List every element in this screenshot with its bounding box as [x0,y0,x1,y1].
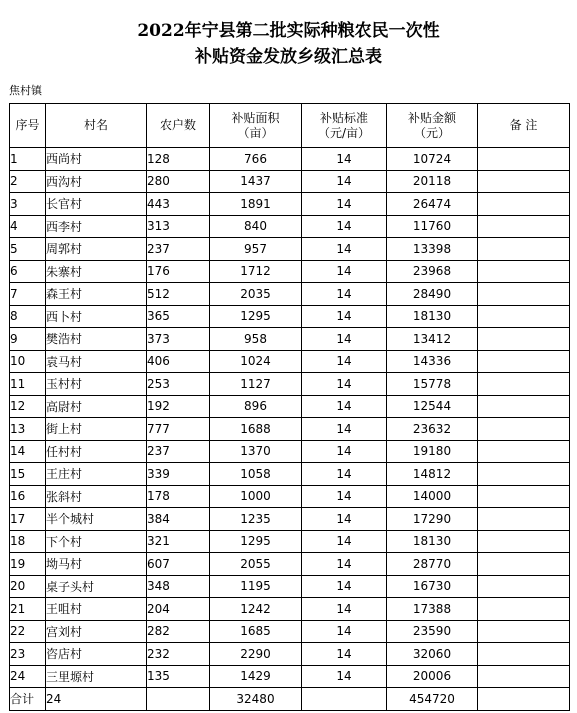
subsidy-summary-table [9,103,570,711]
table-row [10,373,570,396]
cell-subsidy-standard: 14 [302,260,387,283]
cell-subsidy-area: 957 [210,238,302,261]
cell-subsidy-standard: 14 [302,485,387,508]
cell-households: 237 [147,238,210,261]
cell-subsidy-amount: 18130 [387,530,478,553]
total-households: 24 [46,688,147,711]
cell-note [478,530,570,553]
cell-village-name: 咨店村 [46,643,147,666]
cell-no: 17 [10,508,46,531]
cell-village-name: 高尉村 [46,395,147,418]
cell-households: 178 [147,485,210,508]
table-row [10,575,570,598]
cell-note [478,643,570,666]
cell-subsidy-area: 1242 [210,598,302,621]
cell-village-name: 袁马村 [46,350,147,373]
cell-subsidy-amount: 14000 [387,485,478,508]
cell-village-name: 下个村 [46,530,147,553]
cell-households: 339 [147,463,210,486]
cell-no: 23 [10,643,46,666]
cell-households: 253 [147,373,210,396]
table-row [10,463,570,486]
cell-village-name: 朱寨村 [46,260,147,283]
total-row [10,688,570,711]
cell-village-name: 西卜村 [46,305,147,328]
cell-note [478,620,570,643]
cell-subsidy-area: 1295 [210,530,302,553]
header-village-name: 村名 [46,104,147,148]
total-amount: 454720 [387,688,478,711]
cell-no: 20 [10,575,46,598]
cell-subsidy-area: 1195 [210,575,302,598]
table-row [10,508,570,531]
cell-no: 3 [10,193,46,216]
cell-note [478,440,570,463]
cell-village-name: 西沟村 [46,170,147,193]
cell-subsidy-amount: 17388 [387,598,478,621]
header-no: 序号 [10,104,46,148]
cell-subsidy-area: 1370 [210,440,302,463]
document-title-line1: 2022年宁县第二批实际种粮农民一次性 [137,21,440,41]
cell-village-name: 王咀村 [46,598,147,621]
cell-village-name: 周郭村 [46,238,147,261]
total-label: 合计 [10,688,46,711]
cell-village-name: 宫刘村 [46,620,147,643]
table-row [10,665,570,688]
table-row [10,170,570,193]
cell-households: 204 [147,598,210,621]
cell-subsidy-area: 766 [210,148,302,171]
cell-subsidy-standard: 14 [302,328,387,351]
cell-note [478,598,570,621]
cell-subsidy-amount: 20006 [387,665,478,688]
cell-no: 6 [10,260,46,283]
cell-subsidy-standard: 14 [302,170,387,193]
table-row [10,193,570,216]
cell-subsidy-amount: 26474 [387,193,478,216]
cell-village-name: 坳马村 [46,553,147,576]
cell-subsidy-standard: 14 [302,305,387,328]
cell-households: 313 [147,215,210,238]
cell-subsidy-area: 1712 [210,260,302,283]
cell-subsidy-standard: 14 [302,148,387,171]
cell-subsidy-area: 1127 [210,373,302,396]
cell-no: 18 [10,530,46,553]
cell-subsidy-amount: 32060 [387,643,478,666]
cell-note [478,193,570,216]
cell-subsidy-amount: 11760 [387,215,478,238]
cell-village-name: 长官村 [46,193,147,216]
table-row [10,350,570,373]
cell-note [478,350,570,373]
table-row [10,440,570,463]
cell-subsidy-amount: 14336 [387,350,478,373]
cell-subsidy-amount: 18130 [387,305,478,328]
cell-households: 348 [147,575,210,598]
cell-note [478,463,570,486]
total-area: 32480 [210,688,302,711]
cell-subsidy-amount: 23590 [387,620,478,643]
header-households: 农户数 [147,104,210,148]
cell-village-name: 桌子头村 [46,575,147,598]
cell-subsidy-area: 2055 [210,553,302,576]
table-row [10,418,570,441]
cell-note [478,305,570,328]
cell-note [478,665,570,688]
cell-village-name: 王庄村 [46,463,147,486]
cell-subsidy-area: 840 [210,215,302,238]
cell-subsidy-area: 1429 [210,665,302,688]
cell-village-name: 街上村 [46,418,147,441]
cell-note [478,395,570,418]
cell-subsidy-amount: 14812 [387,463,478,486]
cell-no: 13 [10,418,46,441]
cell-note [478,553,570,576]
cell-no: 19 [10,553,46,576]
header-note: 备 注 [478,104,570,148]
cell-no: 24 [10,665,46,688]
cell-households: 280 [147,170,210,193]
cell-no: 12 [10,395,46,418]
table-row [10,598,570,621]
cell-households: 282 [147,620,210,643]
cell-subsidy-standard: 14 [302,395,387,418]
cell-subsidy-amount: 12544 [387,395,478,418]
cell-households: 237 [147,440,210,463]
cell-note [478,148,570,171]
cell-no: 10 [10,350,46,373]
cell-village-name: 半个城村 [46,508,147,531]
cell-subsidy-amount: 13412 [387,328,478,351]
town-label: 焦村镇 [9,84,42,97]
cell-no: 16 [10,485,46,508]
cell-subsidy-standard: 14 [302,665,387,688]
cell-subsidy-standard: 14 [302,598,387,621]
cell-subsidy-area: 896 [210,395,302,418]
total-empty-cell [147,688,210,711]
cell-subsidy-standard: 14 [302,283,387,306]
table-row [10,260,570,283]
cell-village-name: 森王村 [46,283,147,306]
cell-households: 365 [147,305,210,328]
table-row [10,530,570,553]
cell-no: 11 [10,373,46,396]
total-note-cell [478,688,570,711]
cell-subsidy-amount: 10724 [387,148,478,171]
cell-no: 5 [10,238,46,261]
cell-subsidy-standard: 14 [302,238,387,261]
table-row [10,553,570,576]
cell-subsidy-amount: 23968 [387,260,478,283]
cell-note [478,328,570,351]
table-header-row [10,104,570,148]
cell-households: 176 [147,260,210,283]
cell-subsidy-standard: 14 [302,463,387,486]
cell-note [478,485,570,508]
table-row [10,643,570,666]
table-row [10,328,570,351]
cell-village-name: 玉村村 [46,373,147,396]
cell-no: 22 [10,620,46,643]
table-row [10,215,570,238]
cell-subsidy-standard: 14 [302,553,387,576]
cell-village-name: 三里塬村 [46,665,147,688]
cell-no: 21 [10,598,46,621]
cell-subsidy-standard: 14 [302,575,387,598]
cell-households: 384 [147,508,210,531]
cell-subsidy-standard: 14 [302,508,387,531]
table-row [10,283,570,306]
cell-no: 15 [10,463,46,486]
cell-subsidy-standard: 14 [302,530,387,553]
cell-households: 135 [147,665,210,688]
cell-note [478,170,570,193]
cell-note [478,575,570,598]
cell-subsidy-area: 2035 [210,283,302,306]
cell-subsidy-area: 1000 [210,485,302,508]
cell-households: 406 [147,350,210,373]
cell-subsidy-standard: 14 [302,418,387,441]
cell-note [478,418,570,441]
cell-no: 8 [10,305,46,328]
cell-subsidy-area: 958 [210,328,302,351]
cell-subsidy-standard: 14 [302,373,387,396]
header-subsidy-amount: 补贴金额 （元） [387,104,478,148]
cell-subsidy-area: 1437 [210,170,302,193]
header-subsidy-area: 补贴面积 （亩） [210,104,302,148]
cell-households: 232 [147,643,210,666]
cell-subsidy-amount: 13398 [387,238,478,261]
cell-households: 443 [147,193,210,216]
cell-households: 192 [147,395,210,418]
cell-subsidy-amount: 19180 [387,440,478,463]
cell-no: 9 [10,328,46,351]
cell-village-name: 西尚村 [46,148,147,171]
cell-no: 1 [10,148,46,171]
cell-note [478,238,570,261]
total-empty-cell [302,688,387,711]
cell-subsidy-area: 1891 [210,193,302,216]
cell-village-name: 任村村 [46,440,147,463]
cell-note [478,283,570,306]
cell-subsidy-amount: 23632 [387,418,478,441]
cell-village-name: 樊浩村 [46,328,147,351]
table-body [10,148,570,688]
cell-subsidy-amount: 28770 [387,553,478,576]
cell-households: 777 [147,418,210,441]
cell-subsidy-amount: 20118 [387,170,478,193]
cell-village-name: 西李村 [46,215,147,238]
table-row [10,395,570,418]
cell-subsidy-area: 1685 [210,620,302,643]
table-row [10,305,570,328]
cell-note [478,508,570,531]
cell-subsidy-amount: 17290 [387,508,478,531]
table-row [10,620,570,643]
cell-village-name: 张斜村 [46,485,147,508]
cell-note [478,373,570,396]
cell-subsidy-area: 1295 [210,305,302,328]
table-row [10,238,570,261]
cell-subsidy-standard: 14 [302,643,387,666]
cell-households: 128 [147,148,210,171]
cell-households: 373 [147,328,210,351]
cell-subsidy-area: 1024 [210,350,302,373]
document-title-line2: 补贴资金发放乡级汇总表 [195,47,382,67]
cell-no: 14 [10,440,46,463]
cell-subsidy-area: 1058 [210,463,302,486]
cell-households: 321 [147,530,210,553]
cell-no: 4 [10,215,46,238]
cell-subsidy-amount: 15778 [387,373,478,396]
cell-no: 2 [10,170,46,193]
cell-no: 7 [10,283,46,306]
cell-households: 607 [147,553,210,576]
table-row [10,148,570,171]
cell-subsidy-standard: 14 [302,350,387,373]
cell-households: 512 [147,283,210,306]
cell-subsidy-standard: 14 [302,620,387,643]
table-row [10,485,570,508]
cell-subsidy-standard: 14 [302,193,387,216]
cell-subsidy-standard: 14 [302,440,387,463]
cell-subsidy-area: 2290 [210,643,302,666]
cell-subsidy-standard: 14 [302,215,387,238]
header-subsidy-standard: 补贴标准 （元/亩） [302,104,387,148]
cell-subsidy-area: 1688 [210,418,302,441]
cell-subsidy-area: 1235 [210,508,302,531]
cell-note [478,215,570,238]
cell-subsidy-amount: 16730 [387,575,478,598]
cell-subsidy-amount: 28490 [387,283,478,306]
cell-note [478,260,570,283]
